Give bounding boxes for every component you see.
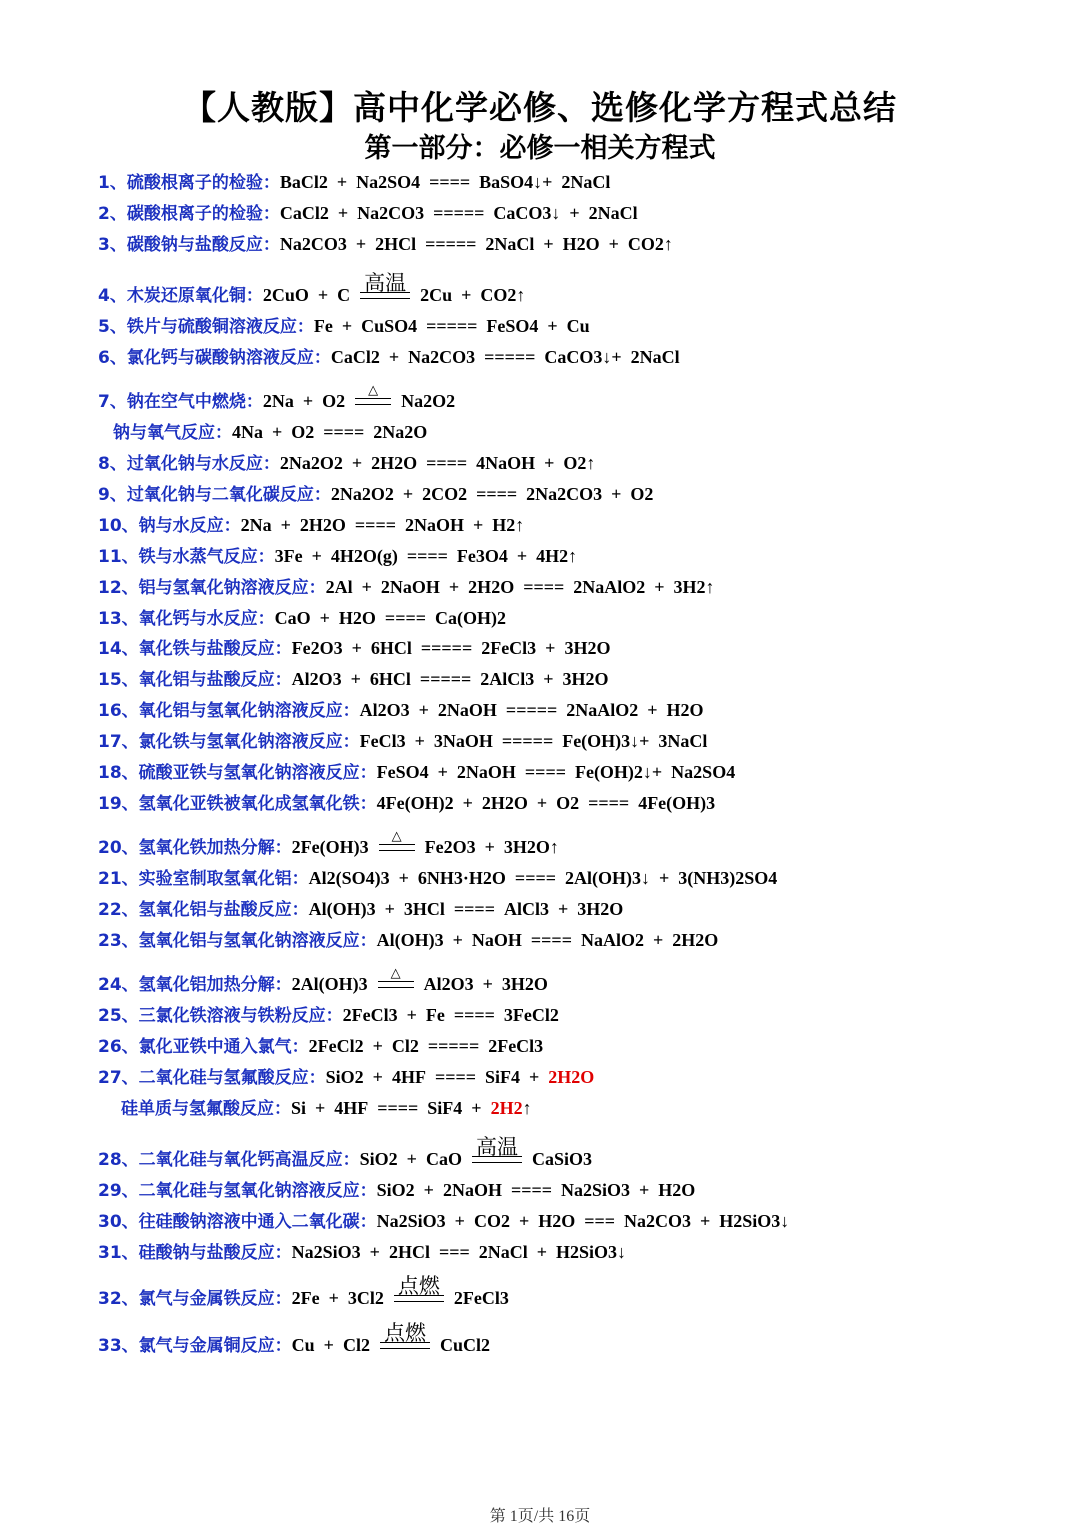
equation-text: Al2(SO4)3 + 6NH3·H2O ==== 2Al(OH)3↓ + 3(NH3)2SO4 — [308, 868, 778, 888]
equation-line — [98, 234, 673, 254]
condition-text: △ — [391, 829, 402, 844]
equation-line — [98, 271, 526, 306]
reaction-condition — [472, 1135, 522, 1170]
equation-text: Al(OH)3 + NaOH ==== NaAlO2 + 2H2O — [376, 930, 719, 950]
reaction-condition — [378, 966, 414, 995]
equation-text: Fe + CuSO4 ===== FeSO4 + Cu — [313, 316, 590, 336]
reaction-label: 31、硅酸钠与盐酸反应： — [98, 1243, 292, 1263]
equation-text: FeCl3 + 3NaOH ===== Fe(OH)3↓+ 3NaCl — [359, 731, 708, 751]
equation-text: SiO2 + CaO — [359, 1149, 462, 1169]
equation-text: 2Fe(OH)3 — [291, 837, 369, 857]
equation-line — [98, 899, 623, 919]
equation-text: 2Na + O2 — [262, 391, 346, 411]
condition-text: 点燃 — [397, 1274, 440, 1298]
reaction-label: 5、铁片与硫酸铜溶液反应： — [98, 317, 314, 337]
reaction-label: 硅单质与氢氟酸反应： — [121, 1099, 291, 1119]
equation-line — [98, 1135, 592, 1170]
equation-line — [98, 383, 456, 412]
reaction-label: 22、氢氧化铝与盐酸反应： — [98, 900, 309, 920]
reaction-label: 4、木炭还原氧化铜： — [98, 286, 263, 306]
equation-text: 2Na2O2 + 2H2O ==== 4NaOH + O2↑ — [279, 453, 596, 473]
equation-line — [98, 793, 715, 813]
equation-text: 2FeCl3 — [453, 1288, 509, 1308]
reaction-label: 14、氧化铁与盐酸反应： — [98, 639, 292, 659]
equation-text: CaSiO3 — [531, 1149, 592, 1169]
reaction-label: 12、铝与氢氧化钠溶液反应： — [98, 578, 326, 598]
equation-line — [98, 577, 714, 597]
double-bar-sign — [380, 1342, 430, 1349]
equation-line — [98, 608, 506, 628]
equation-text: Na2O2 — [401, 391, 456, 411]
reaction-label: 27、二氧化硅与氢氟酸反应： — [98, 1068, 326, 1088]
reaction-label: 6、氯化钙与碳酸钠溶液反应： — [98, 348, 331, 368]
equation-line — [113, 422, 427, 442]
equation-text: 2Al + 2NaOH + 2H2O ==== 2NaAlO2 + 3H2↑ — [325, 577, 715, 597]
equation-line — [98, 515, 524, 535]
equation-line — [98, 316, 590, 336]
condition-text: △ — [390, 966, 401, 981]
reaction-label: 28、二氧化硅与氧化钙高温反应： — [98, 1150, 360, 1170]
equation-text: ↑ — [522, 1098, 532, 1118]
reaction-label: 19、氢氧化亚铁被氧化成氢氧化铁： — [98, 794, 377, 814]
equation-text: 2Cu + CO2↑ — [420, 285, 526, 305]
equation-text: Al2O3 + 6HCl ===== 2AlCl3 + 3H2O — [291, 669, 609, 689]
reaction-label: 20、氢氧化铁加热分解： — [98, 838, 292, 858]
section-subtitle: 第一部分：必修一相关方程式 — [364, 133, 716, 164]
equation-line — [98, 172, 610, 192]
equation-line — [98, 868, 777, 888]
equation-text: 2Na2O2 + 2CO2 ==== 2Na2CO3 + O2 — [330, 484, 654, 504]
reaction-label: 30、往硅酸钠溶液中通入二氧化碳： — [98, 1212, 377, 1232]
equation-line — [98, 1180, 695, 1200]
equation-text: Al2O3 + 2NaOH ===== 2NaAlO2 + H2O — [359, 700, 704, 720]
equation-line — [98, 453, 595, 473]
equation-line — [98, 930, 718, 950]
double-bar-sign — [355, 398, 391, 405]
equation-text: Cu + Cl2 — [291, 1335, 370, 1355]
equation-text: CaCl2 + Na2CO3 ===== CaCO3↓+ 2NaCl — [330, 347, 680, 367]
reaction-label: 10、钠与水反应： — [98, 516, 241, 536]
reaction-condition — [394, 1274, 444, 1309]
reaction-label: 17、氯化铁与氢氧化钠溶液反应： — [98, 732, 360, 752]
reaction-label: 11、铁与水蒸气反应： — [98, 547, 275, 567]
reaction-label: 钠与氧气反应： — [113, 423, 232, 443]
equation-text: 2FeCl3 + Fe ==== 3FeCl2 — [342, 1005, 559, 1025]
equation-line — [98, 966, 548, 995]
reaction-label: 16、氧化铝与氢氧化钠溶液反应： — [98, 701, 360, 721]
reaction-label: 3、碳酸钠与盐酸反应： — [98, 235, 280, 255]
equation-line — [98, 203, 638, 223]
equation-line — [98, 731, 707, 751]
equation-line — [98, 829, 559, 858]
condition-text: 高温 — [475, 1135, 518, 1159]
equation-line — [98, 700, 703, 720]
double-bar-sign — [379, 844, 415, 851]
equation-text: FeSO4 + 2NaOH ==== Fe(OH)2↓+ Na2SO4 — [376, 762, 736, 782]
equation-text: Na2SiO3 + 2HCl === 2NaCl + H2SiO3↓ — [291, 1242, 626, 1262]
reaction-label: 7、钠在空气中燃烧： — [98, 392, 263, 412]
equation-text: CaCl2 + Na2CO3 ===== CaCO3↓ + 2NaCl — [279, 203, 638, 223]
equation-line — [98, 669, 608, 689]
equation-text: 2Na + 2H2O ==== 2NaOH + H2↑ — [240, 515, 525, 535]
equation-text: CuCl2 — [439, 1335, 490, 1355]
equation-text: SiO2 + 2NaOH ==== Na2SiO3 + H2O — [376, 1180, 696, 1200]
reaction-label: 18、硫酸亚铁与氢氧化钠溶液反应： — [98, 763, 377, 783]
reaction-label: 25、三氯化铁溶液与铁粉反应： — [98, 1006, 343, 1026]
reaction-condition — [380, 1321, 430, 1356]
reaction-label: 9、过氧化钠与二氧化碳反应： — [98, 485, 331, 505]
reaction-label: 8、过氧化钠与水反应： — [98, 454, 280, 474]
reaction-condition — [355, 383, 391, 412]
page-footer: 第 1页/共 16页 — [489, 1508, 591, 1525]
equation-line — [98, 484, 653, 504]
equation-line — [98, 546, 577, 566]
equation-line — [98, 638, 610, 658]
equation-text: BaCl2 + Na2SO4 ==== BaSO4↓+ 2NaCl — [279, 172, 611, 192]
equation-text: Na2SiO3 + CO2 + H2O === Na2CO3 + H2SiO3↓ — [376, 1211, 790, 1231]
equation-line — [98, 1067, 594, 1087]
equation-text: Al2O3 + 3H2O — [423, 974, 548, 994]
equation-line — [98, 347, 680, 367]
equation-text: 4Na + O2 ==== 2Na2O — [232, 422, 428, 442]
reaction-label: 1、硫酸根离子的检验： — [98, 173, 280, 193]
equation-line — [98, 1036, 543, 1056]
equation-text: Fe2O3 + 3H2O↑ — [424, 837, 559, 857]
page-title: 【人教版】高中化学必修、选修化学方程式总结 — [183, 88, 897, 127]
double-bar-sign — [472, 1156, 522, 1163]
reaction-label: 29、二氧化硅与氢氧化钠溶液反应： — [98, 1181, 377, 1201]
reaction-label: 13、氧化钙与水反应： — [98, 609, 275, 629]
equation-text: Fe2O3 + 6HCl ===== 2FeCl3 + 3H2O — [291, 638, 611, 658]
condition-text: 高温 — [364, 271, 407, 295]
condition-text: 点燃 — [383, 1321, 426, 1345]
equation-line — [98, 1005, 559, 1025]
equation-line — [98, 1321, 490, 1356]
reaction-label: 32、氯气与金属铁反应： — [98, 1289, 292, 1309]
reaction-label: 2、碳酸根离子的检验： — [98, 204, 280, 224]
equation-text: 2Fe + 3Cl2 — [291, 1288, 384, 1308]
equation-text: Al(OH)3 + 3HCl ==== AlCl3 + 3H2O — [308, 899, 624, 919]
reaction-label: 15、氧化铝与盐酸反应： — [98, 670, 292, 690]
equation-line — [121, 1098, 532, 1118]
equation-text: 3Fe + 4H2O(g) ==== Fe3O4 + 4H2↑ — [274, 546, 578, 566]
equation-text: CaO + H2O ==== Ca(OH)2 — [274, 608, 506, 628]
double-bar-sign — [360, 292, 410, 299]
equation-text: 4Fe(OH)2 + 2H2O + O2 ==== 4Fe(OH)3 — [376, 793, 716, 813]
reaction-label: 26、氯化亚铁中通入氯气： — [98, 1037, 309, 1057]
reaction-condition — [379, 829, 415, 858]
condition-text: △ — [368, 383, 379, 398]
reaction-label: 24、氢氧化铝加热分解： — [98, 975, 292, 995]
highlighted-product: 2H2O — [548, 1067, 595, 1087]
equation-text: SiO2 + 4HF ==== SiF4 + — [325, 1067, 549, 1087]
reaction-label: 23、氢氧化铝与氢氧化钠溶液反应： — [98, 931, 377, 951]
reaction-label: 21、实验室制取氢氧化铝： — [98, 869, 309, 889]
reaction-label: 33、氯气与金属铜反应： — [98, 1336, 292, 1356]
highlighted-product: 2H2 — [490, 1098, 523, 1118]
reaction-condition — [360, 271, 410, 306]
equation-text: 2Al(OH)3 — [291, 974, 368, 994]
equation-line — [98, 762, 735, 782]
equation-line — [98, 1242, 626, 1262]
equation-line — [98, 1211, 789, 1231]
equation-text: Na2CO3 + 2HCl ===== 2NaCl + H2O + CO2↑ — [279, 234, 673, 254]
double-bar-sign — [394, 1295, 444, 1302]
equation-text: Si + 4HF ==== SiF4 + — [291, 1098, 491, 1118]
double-bar-sign — [378, 981, 414, 988]
equation-line — [98, 1274, 509, 1309]
equation-text: 2FeCl2 + Cl2 ===== 2FeCl3 — [308, 1036, 544, 1056]
equation-text: 2CuO + C — [262, 285, 351, 305]
